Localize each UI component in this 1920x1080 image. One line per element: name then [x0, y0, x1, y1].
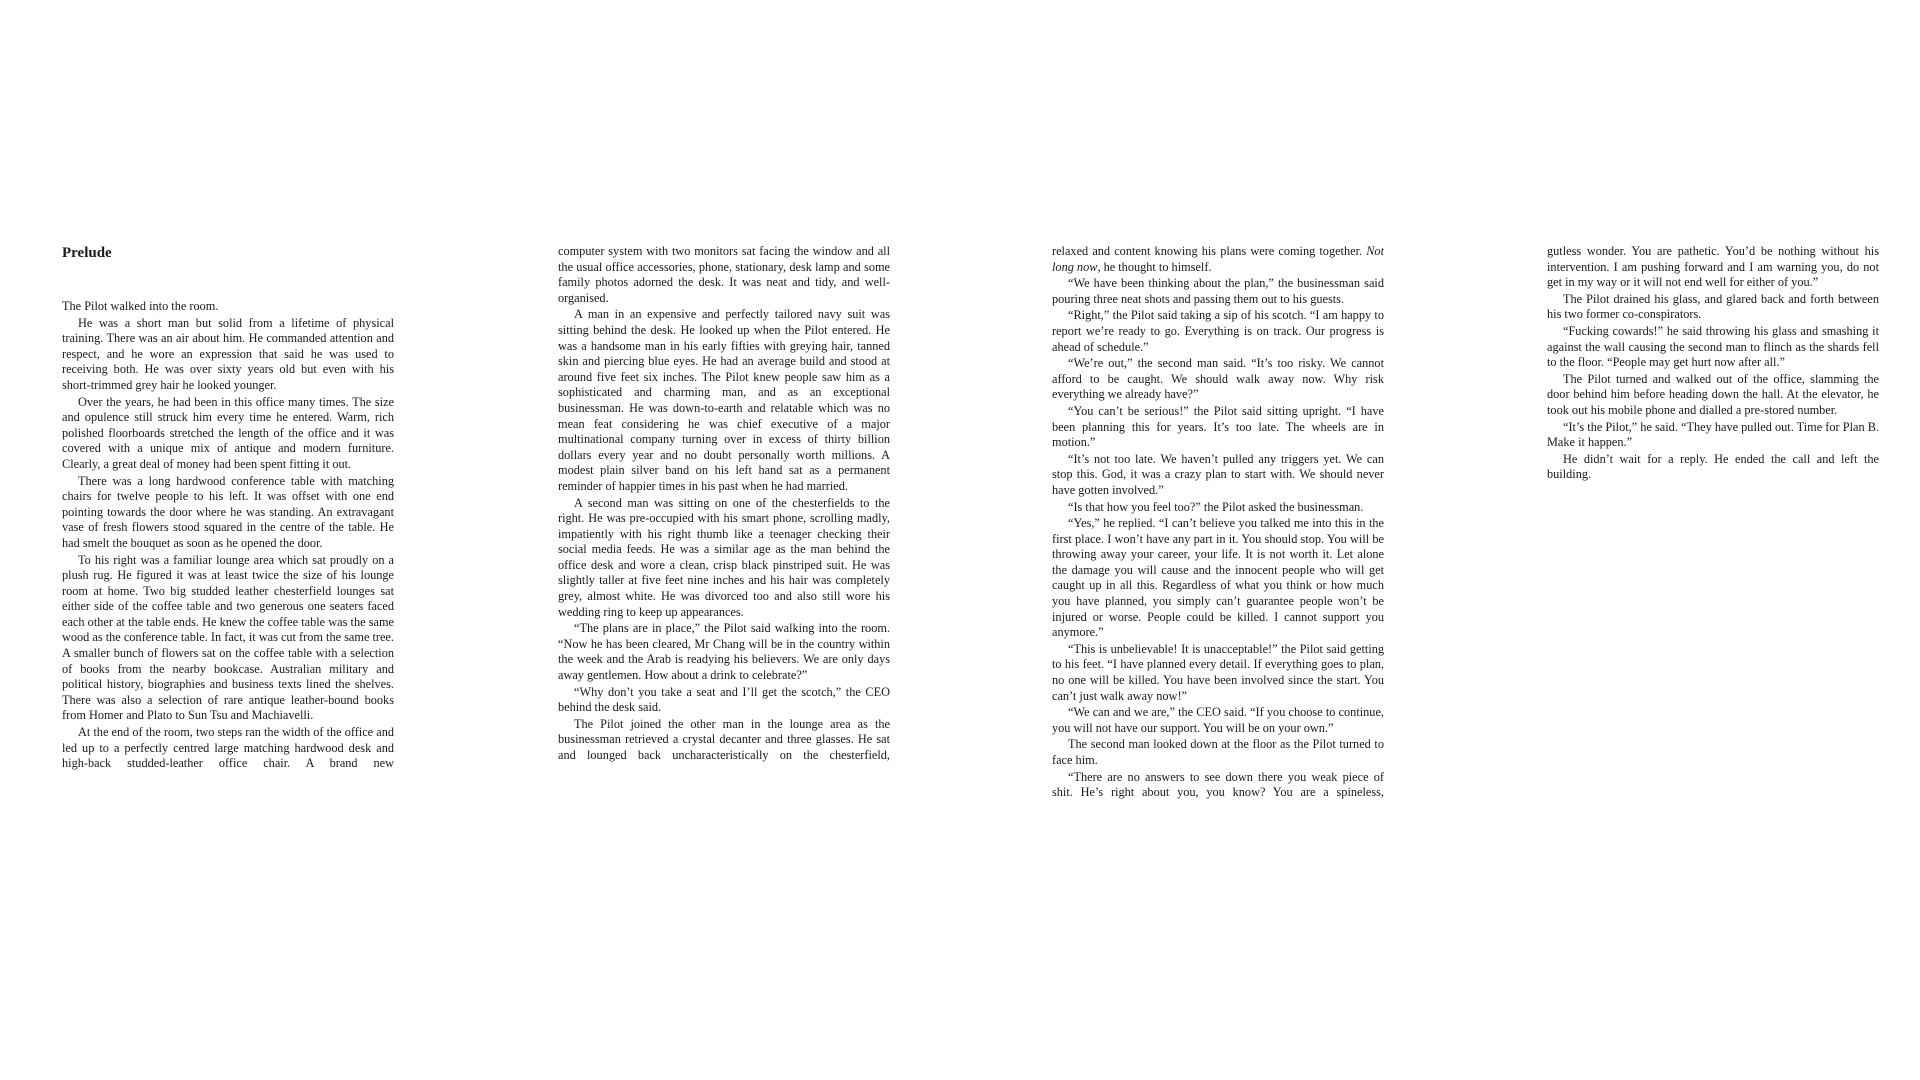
- paragraph: “It’s the Pilot,” he said. “They have pulled out. Time for Plan B. Make it happen.”: [1547, 419, 1879, 450]
- paragraph: “We’re out,” the second man said. “It’s too risky. We cannot afford to be caught. We should walk away now. Why risk everything we already have?”: [1052, 356, 1384, 402]
- paragraph: To his right was a familiar lounge area which sat proudly on a plush rug. He figured it was at least twice the size of his lounge room at home. Two big studded leather chesterfield lounges sat either side of the coffee table and two generous one seaters faced each other at the table ends. He knew the coffee table was the same wood as the conference table. In fact, it was cut from the same tree. A smaller bunch of flowers sat on the coffee table with a selection of books from the nearby bookcase. Australian military and political history, biographies and business texts lined the shelves. There was also a selection of rare antique leather-bound books from Homer and Plato to Sun Tsu and Machiavelli.: [62, 552, 394, 723]
- paragraph: gutless wonder. You are pathetic. You’d be nothing without his intervention. I am pushing forward and I am warning you, do not get in my way or it will not end well for either of you.”: [1547, 244, 1879, 290]
- paragraph: “Right,” the Pilot said taking a sip of his scotch. “I am happy to report we’re ready to go. Everything is on track. Our progress is ahead of schedule.”: [1052, 308, 1384, 354]
- paragraph: The second man looked down at the floor as the Pilot turned to face him.: [1052, 737, 1384, 767]
- paragraph: At the end of the room, two steps ran the width of the office and led up to a perfectly centred large matching hardwood desk and high-back studded-leather office chair. A brand new: [62, 725, 394, 771]
- paragraph: “Fucking cowards!” he said throwing his glass and smashing it against the wall causing the second man to flinch as the shards fell to the floor. “People may get hurt now after all.”: [1547, 323, 1879, 370]
- paragraph: Over the years, he had been in this office many times. The size and opulence still struck him every time he entered. Warm, rich polished floorboards stretched the length of the office and it was covered with a unique mix of antique and modern furniture. Clearly, a great deal of money had been spent fitting it out.: [62, 394, 394, 471]
- chapter-title: Prelude: [62, 245, 112, 261]
- paragraph: “The plans are in place,” the Pilot said walking into the room. “Now he has been cleared, Mr Chang will be in the country within the week and the Arab is readying his believers. We are only days away gentlemen. How about a drink to celebrate?”: [558, 621, 890, 683]
- paragraph: “You can’t be serious!” the Pilot said sitting upright. “I have been planning this for years. It’s too late. The wheels are in motion.”: [1052, 403, 1384, 450]
- page-2: [558, 244, 890, 765]
- paragraph: A second man was sitting on one of the chesterfields to the right. He was pre-occupied with his smart phone, scrolling madly, impatiently with his right thumb like a teenager checking their social media feeds. He was a similar age as the man behind the office desk and wore a clean, crisp black pinstriped suit. He was slightly taller at five feet nine inches and his hair was completely grey, almost white. He was divorced too and also still wore his wedding ring to keep up appearances.: [558, 495, 890, 619]
- paragraph: A man in an expensive and perfectly tailored navy suit was sitting behind the desk. He looked up when the Pilot entered. He was a handsome man in his early fifties with greying hair, tanned skin and piercing blue eyes. He had an average build and stood at around five feet six inches. The Pilot knew people saw him as a sophisticated and charming man, and as an exceptional businessman. He was down-to-earth and relatable which was no mean feat considering he was chief executive of a major multinational company turning over in excess of thirty billion dollars every year and no doubt personally worth millions. A modest plain silver band on his left hand sat as a permanent reminder of happier times in his past when he had married.: [558, 307, 890, 493]
- paragraph: He didn’t wait for a reply. He ended the call and left the building.: [1547, 451, 1879, 482]
- paragraph: “We have been thinking about the plan,” the businessman said pouring three neat shots and passing them out to his guests.: [1052, 276, 1384, 306]
- page-3: [1052, 244, 1384, 802]
- italic-thought: Not long now: [1052, 244, 1384, 274]
- paragraph: “Why don’t you take a seat and I’ll get the scotch,” the CEO behind the desk said.: [558, 684, 890, 715]
- paragraph: [1052, 244, 1384, 275]
- paragraph: He was a short man but solid from a lifetime of physical training. There was an air about him. He commanded attention and respect, and he wore an expression that said he was used to receiving both. He was over sixty years old but even with his short-trimmed grey hair he looked younger.: [62, 315, 394, 392]
- paragraph: The Pilot turned and walked out of the office, slamming the door behind him before heading down the hall. At the elevator, he took out his mobile phone and dialled a pre-stored number.: [1547, 371, 1879, 417]
- paragraph: “We can and we are,” the CEO said. “If you choose to continue, you will not have our support. You will be on your own.”: [1052, 705, 1384, 735]
- paragraph: “Is that how you feel too?” the Pilot asked the businessman.: [1068, 499, 1364, 514]
- paragraph: “It’s not too late. We haven’t pulled any triggers yet. We can stop this. God, it was a crazy plan to start with. We should never have gotten involved.”: [1052, 451, 1384, 497]
- paragraph: The Pilot drained his glass, and glared back and forth between his two former co-conspirators.: [1547, 291, 1879, 322]
- paragraph: The Pilot walked into the room.: [62, 299, 219, 313]
- paragraph: “This is unbelievable! It is unacceptable!” the Pilot said getting to his feet. “I have planned every detail. If everything goes to plan, no one will be killed. You have been involved since the start. You can’t just walk away now!”: [1052, 641, 1384, 703]
- page-4: [1547, 244, 1879, 484]
- paragraph-text: relaxed and content knowing his plans were coming together.: [1052, 244, 1367, 258]
- page-1: [62, 244, 394, 773]
- paragraph: “There are no answers to see down there you weak piece of shit. He’s right about you, you know? You are a spineless,: [1052, 769, 1384, 800]
- paragraph: The Pilot joined the other man in the lounge area as the businessman retrieved a crystal decanter and three glasses. He sat and lounged back uncharacteristically on the chesterfield,: [558, 716, 890, 762]
- paragraph-text: , he thought to himself.: [1097, 259, 1212, 274]
- paragraph: computer system with two monitors sat facing the window and all the usual office accessories, phone, stationary, desk lamp and some family photos adorned the desk. It was neat and tidy, and well-organised.: [558, 244, 890, 305]
- paragraph: There was a long hardwood conference table with matching chairs for twelve people to his left. It was offset with one end pointing towards the door where he was standing. An extravagant vase of fresh flowers stood squared in the centre of the table. He had smelt the bouquet as soon as he opened the door.: [62, 473, 394, 550]
- paragraph: “Yes,” he replied. “I can’t believe you talked me into this in the first place. I won’t have any part in it. You should stop. You will be throwing away your career, your life. It is not worth it. Let alone the damage you will cause and the innocent people who will get caught up in all this. Regardless of what you think or how much you have planned, you simply can’t guarantee people won’t be injured or worse. People could be killed. I cannot support you anymore.”: [1052, 516, 1384, 640]
